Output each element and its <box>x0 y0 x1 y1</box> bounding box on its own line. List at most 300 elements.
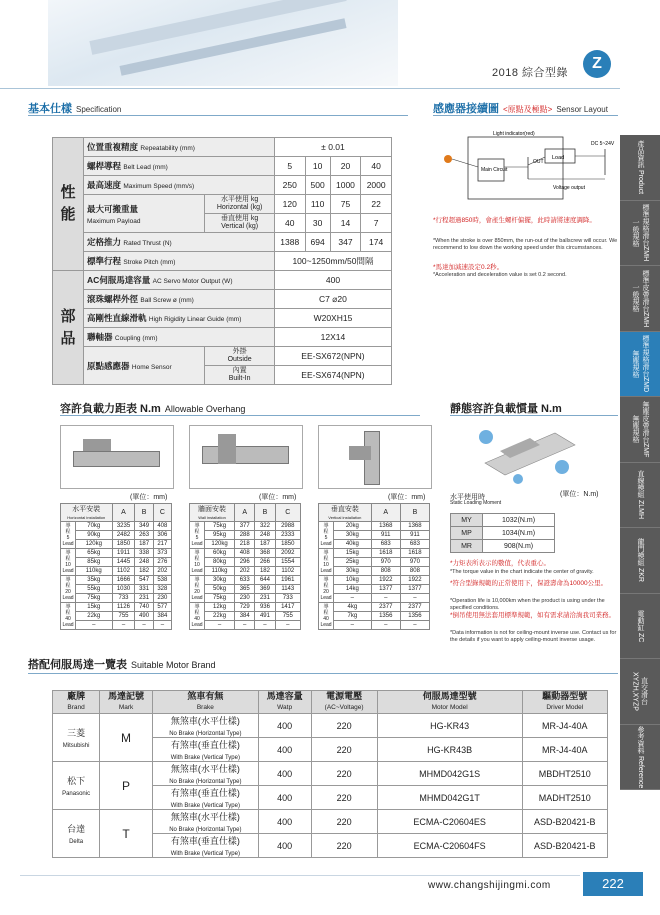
overhang-cell: 2377 <box>400 603 429 612</box>
motor-header-cell: 伺服馬達型號 Motor Model <box>377 691 522 714</box>
table-row <box>61 558 172 567</box>
overhang-cell: 248 <box>255 531 275 540</box>
table-row <box>61 531 172 540</box>
sensor-title-en: Sensor Layout <box>556 105 608 114</box>
watt-cell: 400 <box>258 714 311 738</box>
payload-v-value: 14 <box>330 214 361 233</box>
watt-cell: 400 <box>258 810 311 834</box>
table-row <box>190 549 301 558</box>
footer-divider <box>20 875 580 876</box>
sensor-wiring-diagram <box>433 127 618 212</box>
overhang-cell: 22kg <box>76 612 113 621</box>
overhang-cell: 231 <box>135 594 153 603</box>
overhang-cell: 1356 <box>371 612 400 621</box>
spec-section-title <box>28 100 121 116</box>
motor-header-cell: 馬達記號 Mark <box>100 691 153 714</box>
overhang-cell: – <box>153 621 171 630</box>
install-type-label: 垂直安裝 Vertical installation <box>319 504 372 522</box>
overhang-cell: – <box>334 621 372 630</box>
driver-model-cell: MBDHT2510 <box>522 762 607 786</box>
driver-model-cell: MR-J4-40A <box>522 738 607 762</box>
overhang-cell: 1368 <box>400 522 429 531</box>
payload-v-value: 40 <box>274 214 305 233</box>
motor-model-cell: MHMD042G1S <box>377 762 522 786</box>
page-number: 222 <box>583 872 643 896</box>
thrust-value: 174 <box>361 233 392 252</box>
table-row <box>319 522 430 531</box>
table-row <box>319 549 430 558</box>
accel-note-en: *Acceleration and deceleration value is set 0.2 second. <box>433 272 567 278</box>
overhang-cell: 75kg <box>205 522 235 531</box>
overhang-cell: 2482 <box>112 531 135 540</box>
coupling-value: 12X14 <box>274 328 391 347</box>
overhang-cell: 50kg <box>205 585 235 594</box>
static-value: 908(N.m) <box>483 540 555 553</box>
static-moment-diagram <box>470 423 580 485</box>
axis-header: A <box>235 504 255 522</box>
overhang-cell: 1102 <box>275 567 300 576</box>
speed-label: 最高速度 Maximum Speed (mm/s) <box>84 176 275 195</box>
overhang-cell: 230 <box>235 594 255 603</box>
brake-cell: 無煞車(水平仕樣) No Brake (Horizontal Type) <box>152 714 258 738</box>
sidebar-tab[interactable]: 標準皮帶滑台ZMH 一般規格 <box>620 266 660 332</box>
overhang-cell: 491 <box>255 612 275 621</box>
overhang-cell: 683 <box>400 540 429 549</box>
motor-header-cell: 煞車有無 Brake <box>152 691 258 714</box>
watt-cell: 400 <box>258 738 311 762</box>
table-row <box>53 810 608 834</box>
table-header-row <box>319 504 430 522</box>
lead-cell: 導 程 5 Lead <box>320 523 332 547</box>
motor-model-cell: ECMA-C20604FS <box>377 834 522 858</box>
payload-v-value: 7 <box>361 214 392 233</box>
overhang-cell: 266 <box>255 558 275 567</box>
overhang-cell: 755 <box>275 612 300 621</box>
table-row <box>319 567 430 576</box>
overhang-unit: (單位：mm) <box>130 494 168 501</box>
speed-value: 500 <box>305 176 330 195</box>
table-row <box>61 612 172 621</box>
watt-cell: 400 <box>258 786 311 810</box>
motor-underline <box>28 673 618 674</box>
motor-section-title <box>28 656 216 672</box>
diagram-load-label: Load <box>552 155 565 161</box>
table-row <box>319 576 430 585</box>
motor-model-cell: ECMA-C20604ES <box>377 810 522 834</box>
rail-value: W20XH15 <box>274 309 391 328</box>
overhang-cell: 2988 <box>275 522 300 531</box>
speed-value: 250 <box>274 176 305 195</box>
overhang-cell: 7kg <box>334 612 372 621</box>
speed-value: 2000 <box>361 176 392 195</box>
motor-model-cell: MHMD042G1T <box>377 786 522 810</box>
table-row <box>61 585 172 594</box>
table-row <box>190 558 301 567</box>
lead-cell: 導 程 40 Lead <box>62 604 74 628</box>
motor-model-cell: HG-KR43B <box>377 738 522 762</box>
overhang-title-cn: 容許負載力距表 N.m <box>60 403 161 415</box>
overhang-cell: 95kg <box>205 531 235 540</box>
overhang-cell: 1030 <box>112 585 135 594</box>
table-row <box>190 612 301 621</box>
overhang-cell: 2377 <box>371 603 400 612</box>
overhang-underline <box>60 415 420 416</box>
thrust-value: 1388 <box>274 233 305 252</box>
accel-note-cn: *馬達加減速設定0.2秒。 <box>433 264 504 271</box>
voltage-cell: 220 <box>311 834 377 858</box>
overhang-cell: 373 <box>153 549 171 558</box>
overhang-cell: 970 <box>400 558 429 567</box>
overhang-cell: 1554 <box>275 558 300 567</box>
rail-label: 高剛性直線滑軌 High Rigidity Linear Guide (mm) <box>84 309 275 328</box>
static-section-title: 靜態容許負載慣量 N.m <box>450 403 562 415</box>
footer-url: www.changshijingmi.com <box>428 880 551 891</box>
header-product-image <box>48 0 398 86</box>
overhang-cell: 538 <box>153 576 171 585</box>
motor-title-cn: 搭配伺服馬達一覽表 <box>28 659 127 671</box>
spec-title-cn: 基本仕樣 <box>28 103 72 115</box>
voltage-cell: 220 <box>311 762 377 786</box>
table-row <box>53 762 608 786</box>
lead-value: 5 <box>274 157 305 176</box>
axis-header: B <box>400 504 429 522</box>
overhang-cell: 20kg <box>334 522 372 531</box>
brake-cell: 有煞車(垂直仕樣) With Brake (Vertical Type) <box>152 738 258 762</box>
indicator-led-icon <box>444 155 452 163</box>
torque-note-cn: *力矩表所表示的數值，代表重心。 <box>450 560 551 567</box>
overhang-cell: 120kg <box>76 540 113 549</box>
overhang-cell: 808 <box>371 567 400 576</box>
sidebar-nav <box>620 135 660 790</box>
brand-cell: 台達 Delta <box>53 810 100 858</box>
overhang-cell: 4kg <box>334 603 372 612</box>
payload-v-value: 30 <box>305 214 330 233</box>
overhang-cell: 110kg <box>76 567 113 576</box>
table-row <box>190 522 301 531</box>
lead-cell: 導 程 5 Lead <box>62 523 74 547</box>
overhang-cell: 70kg <box>76 522 113 531</box>
motor-header-cell: 廠牌 Brand <box>53 691 100 714</box>
speed-value: 1000 <box>330 176 361 195</box>
screw-value: C7 ⌀20 <box>274 290 391 309</box>
horizontal-install-diagram <box>60 425 174 489</box>
group-performance: 性能 <box>53 138 84 271</box>
brake-cell: 有煞車(垂直仕樣) With Brake (Vertical Type) <box>152 786 258 810</box>
lead-cell: 導 程 40 Lead <box>320 604 332 628</box>
table-row <box>319 540 430 549</box>
overhang-cell: – <box>205 621 235 630</box>
overhang-cell: 110kg <box>205 567 235 576</box>
diagram-main-label: Main Circuit <box>481 167 508 173</box>
brand-logo: Z <box>583 50 611 78</box>
table-row <box>61 621 172 630</box>
table-row <box>319 558 430 567</box>
overhang-cell: 306 <box>153 531 171 540</box>
table-row <box>61 576 172 585</box>
static-unit: (單位：N.m) <box>560 491 599 498</box>
lead-cell: 導 程 10 Lead <box>62 550 74 574</box>
lead-cell: 導 程 20 Lead <box>62 577 74 601</box>
overhang-cell: 1368 <box>371 522 400 531</box>
motor-header-cell: 電源電壓 (AC~Voltage) <box>311 691 377 714</box>
table-row <box>61 540 172 549</box>
overhang-cell: 80kg <box>205 558 235 567</box>
overhang-cell: – <box>371 621 400 630</box>
diagram-indicator-label: Light indicator(red) <box>493 131 535 137</box>
sidebar-tab[interactable]: 標準規格滑台ZMH 一般規格 <box>620 201 660 267</box>
static-underline <box>450 415 618 416</box>
overhang-cell: 75kg <box>76 594 113 603</box>
ceiling-note-cn: *倒吊使用無法套用標準規範，如有需求請洽詢我司業務。 <box>450 612 616 619</box>
watt-cell: 400 <box>258 834 311 858</box>
table-row <box>61 567 172 576</box>
payload-h-value: 22 <box>361 195 392 214</box>
overhang-cell: – <box>400 594 429 603</box>
sensor-inside-label: 內置 Built-In <box>205 366 275 385</box>
table-row <box>190 594 301 603</box>
table-header-row <box>61 504 172 522</box>
motor-title-en: Suitable Motor Brand <box>131 660 216 670</box>
sensor-outside-value: EE-SX672(NPN) <box>274 347 391 366</box>
ceiling-note-en: *Data information is not for ceiling-mount inverse use. Contact us for the details if you want to apply ceiling-mount inverse usage. <box>450 630 617 643</box>
lead-cell: 導 程 40 Lead <box>191 604 203 628</box>
overhang-cell: – <box>400 621 429 630</box>
overhang-cell: 1377 <box>400 585 429 594</box>
brake-cell: 有煞車(垂直仕樣) With Brake (Vertical Type) <box>152 834 258 858</box>
overhang-cell: 377 <box>235 522 255 531</box>
motor-header-row <box>53 691 608 714</box>
overhang-cell: – <box>112 621 135 630</box>
overhang-cell: 2333 <box>275 531 300 540</box>
overhang-cell: 217 <box>153 540 171 549</box>
voltage-cell: 220 <box>311 786 377 810</box>
overhang-cell: – <box>255 621 275 630</box>
brand-cell: 三菱 Mitsubishi <box>53 714 100 762</box>
static-label: 水平使用時 <box>450 494 485 501</box>
overhang-cell: 633 <box>235 576 255 585</box>
overhang-cell: 644 <box>255 576 275 585</box>
overhang-cell: 187 <box>135 540 153 549</box>
table-row <box>61 594 172 603</box>
static-value: 1034(N.m) <box>483 527 555 540</box>
overhang-cell: 729 <box>235 603 255 612</box>
table-row <box>190 621 301 630</box>
stroke-note-en: *When the stroke is over 850mm, the run-out of the ballscrew will occur. We recommend to low down the working speed under this circumstances. <box>433 238 618 251</box>
overhang-cell: 384 <box>235 612 255 621</box>
overhang-cell: 25kg <box>334 558 372 567</box>
sidebar-tab[interactable]: 標準規格滑台ZMD 無塵規格 <box>620 332 660 398</box>
overhang-cell: 1377 <box>371 585 400 594</box>
coupling-label: 聯軸器 Coupling (mm) <box>84 328 275 347</box>
overhang-cell: – <box>334 594 372 603</box>
overhang-cell: 1850 <box>112 540 135 549</box>
screw-label: 滾珠螺桿外徑 Ball Screw ø (mm) <box>84 290 275 309</box>
table-row <box>190 576 301 585</box>
overhang-cell: 2092 <box>275 549 300 558</box>
sidebar-tab[interactable]: 龍門模組 ZKR <box>620 528 660 594</box>
table-row <box>61 522 172 531</box>
overhang-cell: 733 <box>275 594 300 603</box>
overhang-cell: 322 <box>255 522 275 531</box>
overhang-cell: 1618 <box>371 549 400 558</box>
overhang-cell: 182 <box>255 567 275 576</box>
brand-cell: 松下 Panasonic <box>53 762 100 810</box>
overhang-cell: 368 <box>255 549 275 558</box>
voltage-cell: 220 <box>311 738 377 762</box>
table-row <box>61 549 172 558</box>
diagram-out-label: OUT <box>533 159 544 165</box>
motor-table <box>52 690 608 858</box>
motor-value: 400 <box>274 271 391 290</box>
payload-h-value: 120 <box>274 195 305 214</box>
sidebar-tab[interactable]: 直交滑台 XYZH,XYZP <box>620 659 660 725</box>
sensor-label: 原點感應器 Home Sensor <box>84 347 205 385</box>
catalog-title: 2018 綜合型錄 <box>492 67 569 79</box>
stroke-value: 100~1250mm/50間隔 <box>274 252 391 271</box>
lead-label: 螺桿導程 Belt Lead (mm) <box>84 157 275 176</box>
static-key: MY <box>451 514 483 527</box>
overhang-cell: 547 <box>135 576 153 585</box>
overhang-cell: 14kg <box>334 585 372 594</box>
sensor-title-sub: <原點及極點> <box>503 105 553 114</box>
overhang-cell: 349 <box>135 522 153 531</box>
overhang-cell: 30kg <box>334 531 372 540</box>
overhang-cell: 1102 <box>112 567 135 576</box>
motor-header-cell: 馬達容量 Watp <box>258 691 311 714</box>
lead-value: 10 <box>305 157 330 176</box>
table-row <box>190 531 301 540</box>
table-row <box>319 594 430 603</box>
axis-header: A <box>371 504 400 522</box>
axis-header: C <box>275 504 300 522</box>
table-row <box>319 612 430 621</box>
overhang-section-title <box>60 400 245 416</box>
payload-h-value: 110 <box>305 195 330 214</box>
payload-label: 最大可搬重量 Maximum Payload <box>84 195 205 233</box>
install-type-label: 牆面安裝 Wall installation <box>190 504 235 522</box>
driver-model-cell: ASD-B20421-B <box>522 834 607 858</box>
sidebar-tab[interactable]: 電動缸 ZC <box>620 594 660 660</box>
overhang-cell: 1417 <box>275 603 300 612</box>
overhang-cell: 740 <box>135 603 153 612</box>
table-row <box>61 603 172 612</box>
payload-horizontal-label: 水平使用 kg Horizontal (kg) <box>205 195 275 214</box>
lead-value: 20 <box>330 157 361 176</box>
overhang-cell: 202 <box>153 567 171 576</box>
overhang-cell: 40kg <box>334 540 372 549</box>
overhang-cell: 10kg <box>334 576 372 585</box>
mark-cell: P <box>100 762 153 810</box>
vertical-install-diagram <box>318 425 432 489</box>
overhang-cell: 202 <box>235 567 255 576</box>
driver-model-cell: MR-J4-40A <box>522 714 607 738</box>
overhang-cell: 15kg <box>76 603 113 612</box>
table-row <box>319 621 430 630</box>
overhang-cell: 12kg <box>205 603 235 612</box>
overhang-cell: 3235 <box>112 522 135 531</box>
overhang-cell: 85kg <box>76 558 113 567</box>
overhang-cell: 263 <box>135 531 153 540</box>
sensor-inside-value: EE-SX674(NPN) <box>274 366 391 385</box>
overhang-cell: 218 <box>235 540 255 549</box>
overhang-cell: 683 <box>371 540 400 549</box>
overhang-cell: 1126 <box>112 603 135 612</box>
sidebar-tab[interactable]: 無塵皮帶滑台ZMF 無塵規格 <box>620 397 660 463</box>
overhang-cell: 1666 <box>112 576 135 585</box>
wall-install-diagram <box>189 425 303 489</box>
overhang-cell: 182 <box>135 567 153 576</box>
sensor-title-cn: 感應器接續圖 <box>433 103 499 115</box>
overhang-cell: 90kg <box>76 531 113 540</box>
overhang-cell: 331 <box>135 585 153 594</box>
axis-header: B <box>135 504 153 522</box>
lead-cell: 導 程 20 Lead <box>191 577 203 601</box>
spec-underline <box>28 115 408 116</box>
overhang-cell: – <box>235 621 255 630</box>
table-row <box>319 531 430 540</box>
thrust-value: 347 <box>330 233 361 252</box>
overhang-cell: 733 <box>112 594 135 603</box>
lead-cell: 導 程 20 Lead <box>320 577 332 601</box>
overhang-table <box>189 503 301 630</box>
mark-cell: T <box>100 810 153 858</box>
overhang-cell: – <box>135 621 153 630</box>
overhang-table <box>60 503 172 630</box>
static-key: MP <box>451 527 483 540</box>
overhang-cell: – <box>76 621 113 630</box>
life-note-cn: *符合型錄規範的正常使用下，保證壽命為10000公里。 <box>450 580 608 587</box>
axis-header: C <box>153 504 171 522</box>
table-row <box>53 714 608 738</box>
torque-note-en: *The torque value in the chart indicate the center of gravity. <box>450 569 594 575</box>
static-table <box>450 513 555 553</box>
diagram-voltage-label: Voltage output <box>553 185 585 191</box>
motor-model-cell: HG-KR43 <box>377 714 522 738</box>
voltage-cell: 220 <box>311 810 377 834</box>
overhang-cell: 75kg <box>205 594 235 603</box>
overhang-cell: 22kg <box>205 612 235 621</box>
overhang-cell: 936 <box>255 603 275 612</box>
overhang-cell: 911 <box>371 531 400 540</box>
static-label-en: Static Loading Moment <box>450 500 502 506</box>
overhang-cell: 248 <box>135 558 153 567</box>
overhang-cell: 1445 <box>112 558 135 567</box>
overhang-cell: 276 <box>153 558 171 567</box>
spec-table <box>52 137 392 385</box>
axis-header: A <box>112 504 135 522</box>
payload-vertical-label: 垂直使用 kg Vertical (kg) <box>205 214 275 233</box>
sidebar-tab[interactable]: 直線模組 ZLMH <box>620 463 660 529</box>
table-row <box>190 585 301 594</box>
thrust-value: 694 <box>305 233 330 252</box>
static-value: 1032(N.m) <box>483 514 555 527</box>
overhang-cell: 296 <box>235 558 255 567</box>
repeat-value: ± 0.01 <box>274 138 391 157</box>
overhang-cell: 60kg <box>205 549 235 558</box>
overhang-cell: 1143 <box>275 585 300 594</box>
header-divider <box>0 88 620 89</box>
overhang-cell: 808 <box>400 567 429 576</box>
overhang-cell: 1850 <box>275 540 300 549</box>
table-header-row <box>190 504 301 522</box>
diagram-dc-label: DC 5~24V <box>591 141 615 147</box>
life-note-en: *Operation life is 10,000km when the product is using under the specified conditions. <box>450 598 605 611</box>
overhang-cell: 1618 <box>400 549 429 558</box>
overhang-cell: 577 <box>153 603 171 612</box>
sidebar-tab[interactable]: 參考資料 Reference <box>620 725 660 791</box>
overhang-cell: 55kg <box>76 585 113 594</box>
sidebar-tab[interactable]: 產品資訊 Product <box>620 135 660 201</box>
